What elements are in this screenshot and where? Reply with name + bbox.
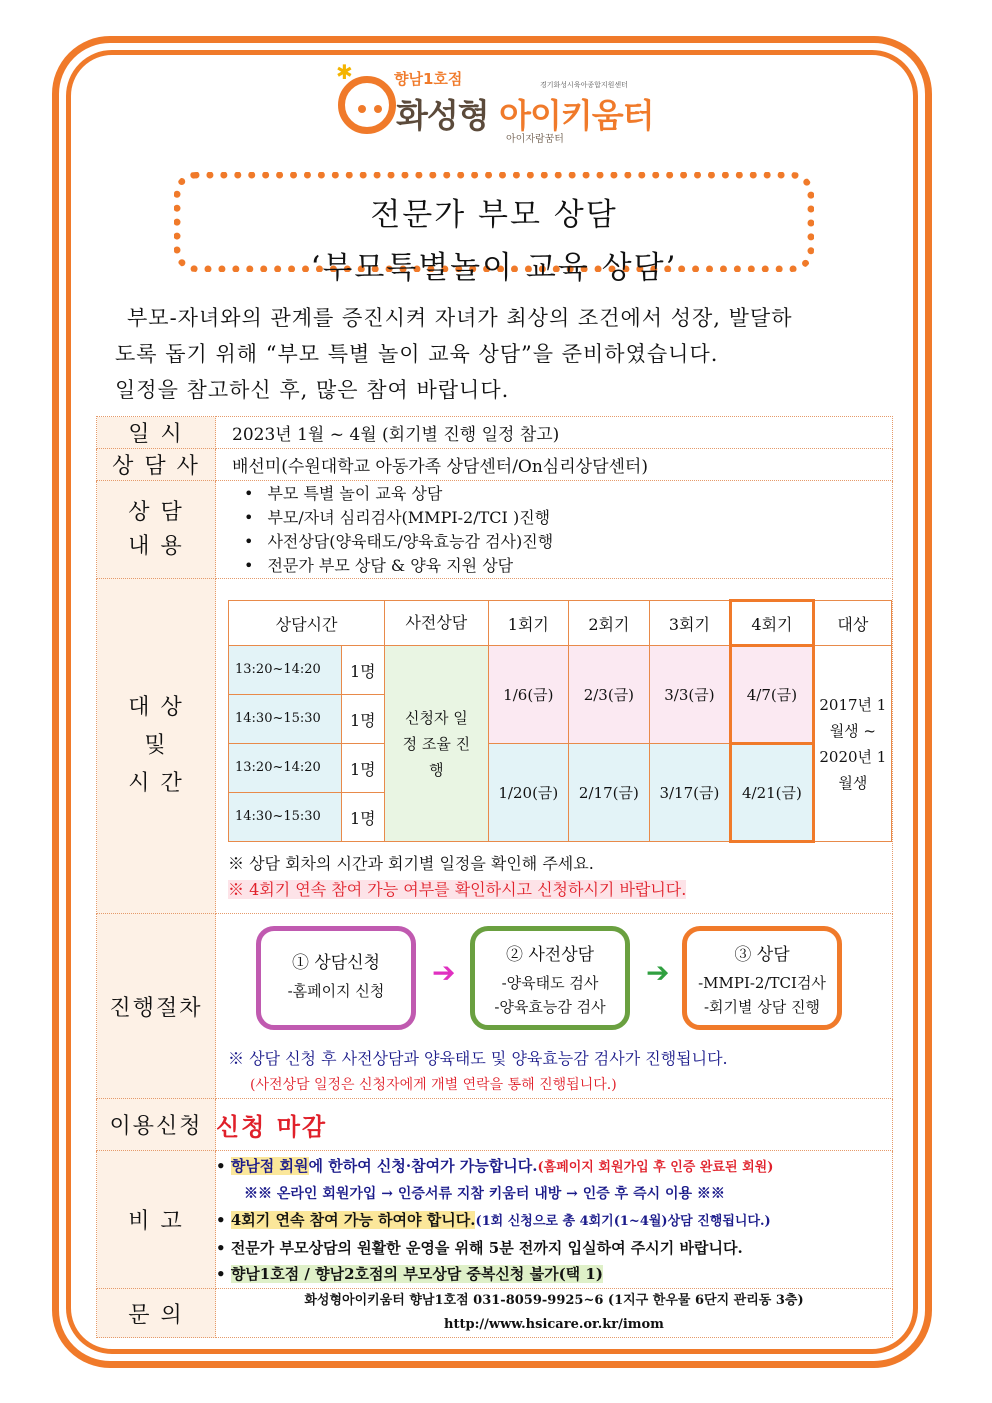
content-label: 상 담 내 용: [97, 481, 216, 579]
process-flow: [216, 926, 892, 1046]
header-target: 대상: [813, 601, 891, 646]
intro-line: 일정을 참고하신 후, 많은 참여 바랍니다.: [115, 378, 510, 402]
inquiry-cell: [216, 1289, 893, 1338]
arrow-right-icon: ➔: [646, 956, 670, 989]
inquiry-address: 화성형아이키움터 향남1호점 031-8059-9925~6 (1지구 한우물 6단지 관리동 3층): [304, 1293, 804, 1308]
step-apply: ① 상담신청 -홈페이지 신청: [256, 926, 416, 1030]
date-label: 일 시: [97, 417, 216, 449]
date-cell: 4/21(금): [731, 744, 814, 842]
slot-count: 1명: [341, 695, 385, 744]
header-session3: 3회기: [649, 601, 731, 646]
date-cell: 2/3(금): [569, 646, 650, 744]
remark-4: • 전문가 부모상담의 원활한 운영을 위해 5분 전까지 입실하여 주시기 바랍니다.: [216, 1238, 743, 1257]
row-content: [97, 481, 893, 579]
intro-text: [115, 300, 885, 408]
process-cell: [216, 914, 893, 1099]
target-label: 대 상 및 시 간: [97, 579, 216, 914]
date-cell: 1/20(금): [488, 744, 569, 842]
logo-brand: 화성형 아이키움터: [396, 96, 654, 135]
row-date: [97, 417, 893, 449]
date-value: 2023년 1월 ~ 4월 (회기별 진행 일정 참고): [216, 417, 893, 449]
step-counsel: ③ 상담 -MMPI-2/TCI검사 -회기별 상담 진행: [682, 926, 842, 1030]
logo: [336, 60, 666, 145]
smiley-face-icon: [338, 76, 396, 134]
header-time: 상담시간: [229, 601, 385, 646]
date-cell: 3/17(금): [649, 744, 731, 842]
remarks-label: 비 고: [97, 1151, 216, 1289]
inquiry-url[interactable]: http://www.hsicare.or.kr/imom: [444, 1317, 664, 1332]
date-cell: 2/17(금): [569, 744, 650, 842]
remark-5: • 향남1호점 / 향남2호점의 부모상담 중복신청 불가(택 1): [216, 1264, 603, 1283]
counselor-label: 상 담 사: [97, 449, 216, 481]
row-target: [97, 579, 893, 914]
star-icon: ✱: [336, 60, 353, 84]
content-item: • 부모/자녀 심리검사(MMPI-2/TCI )진행: [244, 506, 892, 530]
apply-label: 이용신청: [97, 1099, 216, 1151]
title-line1: 전문가 부모 상담: [370, 197, 618, 233]
schedule-table: [228, 599, 892, 843]
date-cell: 3/3(금): [649, 646, 731, 744]
row-inquiry: [97, 1289, 893, 1338]
remarks-cell: [216, 1151, 893, 1289]
title-box: [174, 172, 814, 286]
process-note2: (사전상담 일정은 신청자에게 개별 연락을 통해 진행됩니다.): [250, 1077, 617, 1093]
row-counselor: [97, 449, 893, 481]
process-note1: ※ 상담 신청 후 사전상담과 양육태도 및 양육효능감 검사가 진행됩니다.: [228, 1049, 728, 1068]
target-cell: 2017년 1월생 ~ 2020년 1월생: [813, 646, 891, 842]
header-session2: 2회기: [569, 601, 650, 646]
slot-count: 1명: [341, 744, 385, 793]
title-line2: ‘부모특별놀이 교육 상담’: [310, 250, 678, 286]
slot-count: 1명: [341, 646, 385, 695]
remark-1: • 향남점 회원에 한하여 신청·참여가 가능합니다.(홈페이지 회원가입 후 인증 완료된 회원): [216, 1156, 774, 1175]
content-list: [216, 481, 893, 579]
slot-time: 14:30~15:30: [229, 695, 342, 744]
intro-line: 도록 돕기 위해 “부모 특별 놀이 교육 상담”을 준비하였습니다.: [115, 342, 719, 366]
info-table: [96, 416, 893, 1338]
schedule-cell: [216, 579, 893, 914]
content-item: • 사전상담(양육태도/양육효능감 검사)진행: [244, 530, 892, 554]
slot-count: 1명: [341, 793, 385, 842]
schedule-note2: ※ 4회기 연속 참여 가능 여부를 확인하시고 신청하시기 바랍니다.: [228, 880, 687, 899]
slot-time: 13:20~14:20: [229, 646, 342, 695]
remark-2: ※※ 온라인 회원가입 → 인증서류 지참 키움터 내방 → 인증 후 즉시 이용 ※※: [244, 1185, 725, 1202]
row-apply: [97, 1099, 893, 1151]
content-item: • 부모 특별 놀이 교육 상담: [244, 482, 892, 506]
inquiry-label: 문 의: [97, 1289, 216, 1338]
slot-time: 14:30~15:30: [229, 793, 342, 842]
header-session1: 1회기: [488, 601, 569, 646]
process-label: 진행절차: [97, 914, 216, 1099]
logo-partner: 경기화성시육아종합지원센터: [540, 81, 628, 89]
content-item: • 전문가 부모 상담 & 양육 지원 상담: [244, 554, 892, 578]
schedule-note1: ※ 상담 회차의 시간과 회기별 일정을 확인해 주세요.: [228, 854, 594, 873]
header-pre: 사전상담: [385, 601, 488, 646]
pre-counsel: 신청자 일정 조율 진행: [385, 646, 488, 842]
remark-3: • 4회기 연속 참여 가능 하여야 합니다.(1회 신청으로 총 4회기(1~4월)상담 진행됩니다.): [216, 1210, 771, 1229]
row-remarks: [97, 1151, 893, 1289]
logo-branch: 향남1호점: [394, 70, 463, 88]
apply-status: 신청 마감: [216, 1099, 893, 1151]
step-pre-counsel: ② 사전상담 -양육태도 검사 -양육효능감 검사: [470, 926, 630, 1030]
date-cell: 4/7(금): [731, 646, 814, 744]
date-cell: 1/6(금): [488, 646, 569, 744]
slot-time: 13:20~14:20: [229, 744, 342, 793]
arrow-right-icon: ➔: [432, 956, 456, 989]
header-session4: 4회기: [731, 601, 814, 646]
intro-line: 부모-자녀와의 관계를 증진시켜 자녀가 최상의 조건에서 성장, 발달하: [127, 306, 793, 330]
row-process: [97, 914, 893, 1099]
logo-sub: 아이자람꿈터: [506, 134, 564, 145]
counselor-value: 배선미(수원대학교 아동가족 상담센터/On심리상담센터): [216, 449, 893, 481]
